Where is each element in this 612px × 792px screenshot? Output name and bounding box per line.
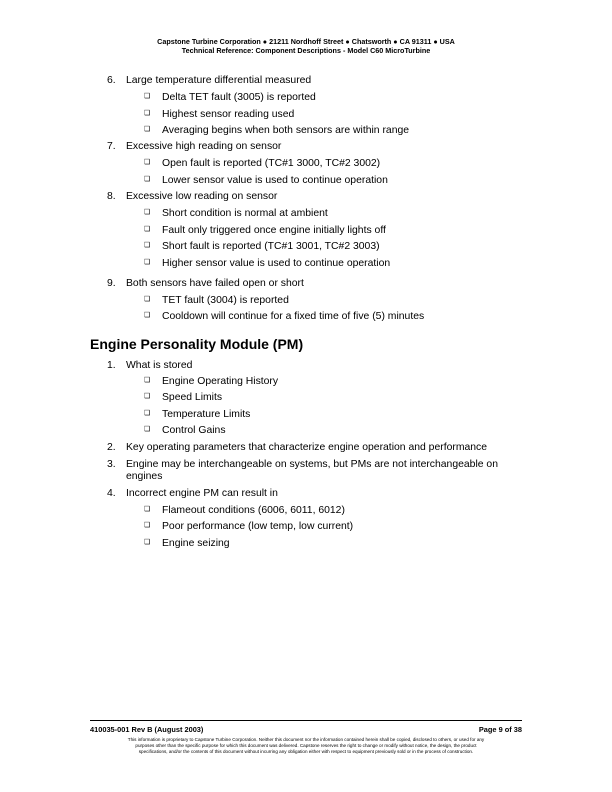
header-title: Technical Reference: Component Descriptions - Model C60 MicroTurbine — [181, 46, 431, 55]
bullet-text: Flameout conditions (6006, 6011, 6012) — [162, 505, 345, 516]
item-text: Large temperature differential measured — [126, 75, 312, 86]
item-number: 7. — [107, 141, 116, 152]
checkbox-bullet-icon: ❏ — [144, 410, 151, 417]
footer-disclaimer — [84, 737, 528, 755]
item-text: Incorrect engine PM can result in — [126, 488, 278, 499]
item-text: Key operating parameters that characterize engine operation and performance — [126, 442, 488, 453]
item-number: 6. — [107, 75, 116, 86]
checkbox-bullet-icon: ❏ — [144, 377, 151, 384]
checkbox-bullet-icon: ❏ — [144, 110, 151, 117]
checkbox-bullet-icon: ❏ — [144, 393, 151, 400]
disclaimer-line: This information is proprietary to Capstone Turbine Corporation. Neither this document nor the information contained herein shall be copied, disclosed to others, or used for any — [127, 737, 485, 742]
bullet-text: Short fault is reported (TC#1 3001, TC#2 3003) — [162, 241, 380, 252]
item-number: 1. — [107, 360, 116, 371]
checkbox-bullet-icon: ❏ — [144, 296, 151, 303]
checkbox-bullet-icon: ❏ — [144, 506, 151, 513]
item-number: 9. — [107, 278, 116, 289]
bullet-text: Control Gains — [162, 425, 226, 436]
section-heading: Engine Personality Module (PM) — [90, 336, 304, 352]
bullet-text: TET fault (3004) is reported — [162, 295, 289, 306]
footer-divider — [90, 720, 522, 721]
bullet-text: Cooldown will continue for a fixed time of five (5) minutes — [162, 311, 425, 322]
bullet-text: Highest sensor reading used — [162, 109, 295, 120]
checkbox-bullet-icon: ❏ — [144, 242, 151, 249]
checkbox-bullet-icon: ❏ — [144, 176, 151, 183]
footer-doc-id: 410035-001 Rev B (August 2003) — [90, 725, 204, 734]
item-text: Both sensors have failed open or short — [126, 278, 304, 289]
bullet-text: Lower sensor value is used to continue operation — [162, 175, 388, 186]
disclaimer-line: purposes other than the specific purpose for which this document was delivered. Capstone reserves the right to change or modify without notice, the design, the product — [135, 743, 477, 748]
checkbox-bullet-icon: ❏ — [144, 226, 151, 233]
header-address: Capstone Turbine Corporation ● 21211 Nordhoff Street ● Chatsworth ● CA 91311 ● USA — [157, 37, 455, 46]
item-number: 3. — [107, 459, 116, 470]
checkbox-bullet-icon: ❏ — [144, 159, 151, 166]
checkbox-bullet-icon: ❏ — [144, 93, 151, 100]
bullet-text: Fault only triggered once engine initially lights off — [162, 225, 386, 236]
checkbox-bullet-icon: ❏ — [144, 539, 151, 546]
checkbox-bullet-icon: ❏ — [144, 209, 151, 216]
bullet-text: Short condition is normal at ambient — [162, 208, 328, 219]
bullet-text: Averaging begins when both sensors are within range — [162, 125, 410, 136]
disclaimer-line: specifications, and/or the contents of this document without incurring any obligation either with respect to equipment previously sold or in the process of construction. — [138, 749, 474, 754]
bullet-text: Engine Operating History — [162, 376, 279, 387]
bullet-text: Delta TET fault (3005) is reported — [162, 92, 316, 103]
footer-page-number: Page 9 of 38 — [478, 725, 522, 734]
bullet-text: Poor performance (low temp, low current) — [162, 521, 354, 532]
item-text: Excessive low reading on sensor — [126, 191, 278, 202]
item-number: 8. — [107, 191, 116, 202]
item-text: Engine may be interchangeable on systems, but PMs are not interchangeable on — [126, 459, 498, 470]
bullet-text: Speed Limits — [162, 392, 223, 403]
item-text: What is stored — [126, 360, 193, 371]
bullet-text: Engine seizing — [162, 538, 230, 549]
item-number: 2. — [107, 442, 116, 453]
item-text: Excessive high reading on sensor — [126, 141, 282, 152]
bullet-text: Temperature Limits — [162, 409, 251, 420]
item-number: 4. — [107, 488, 116, 499]
checkbox-bullet-icon: ❏ — [144, 126, 151, 133]
item-text-continued: engines — [126, 471, 163, 482]
checkbox-bullet-icon: ❏ — [144, 522, 151, 529]
checkbox-bullet-icon: ❏ — [144, 426, 151, 433]
checkbox-bullet-icon: ❏ — [144, 312, 151, 319]
bullet-text: Higher sensor value is used to continue operation — [162, 258, 391, 269]
checkbox-bullet-icon: ❏ — [144, 259, 151, 266]
bullet-text: Open fault is reported (TC#1 3000, TC#2 3002) — [162, 158, 381, 169]
